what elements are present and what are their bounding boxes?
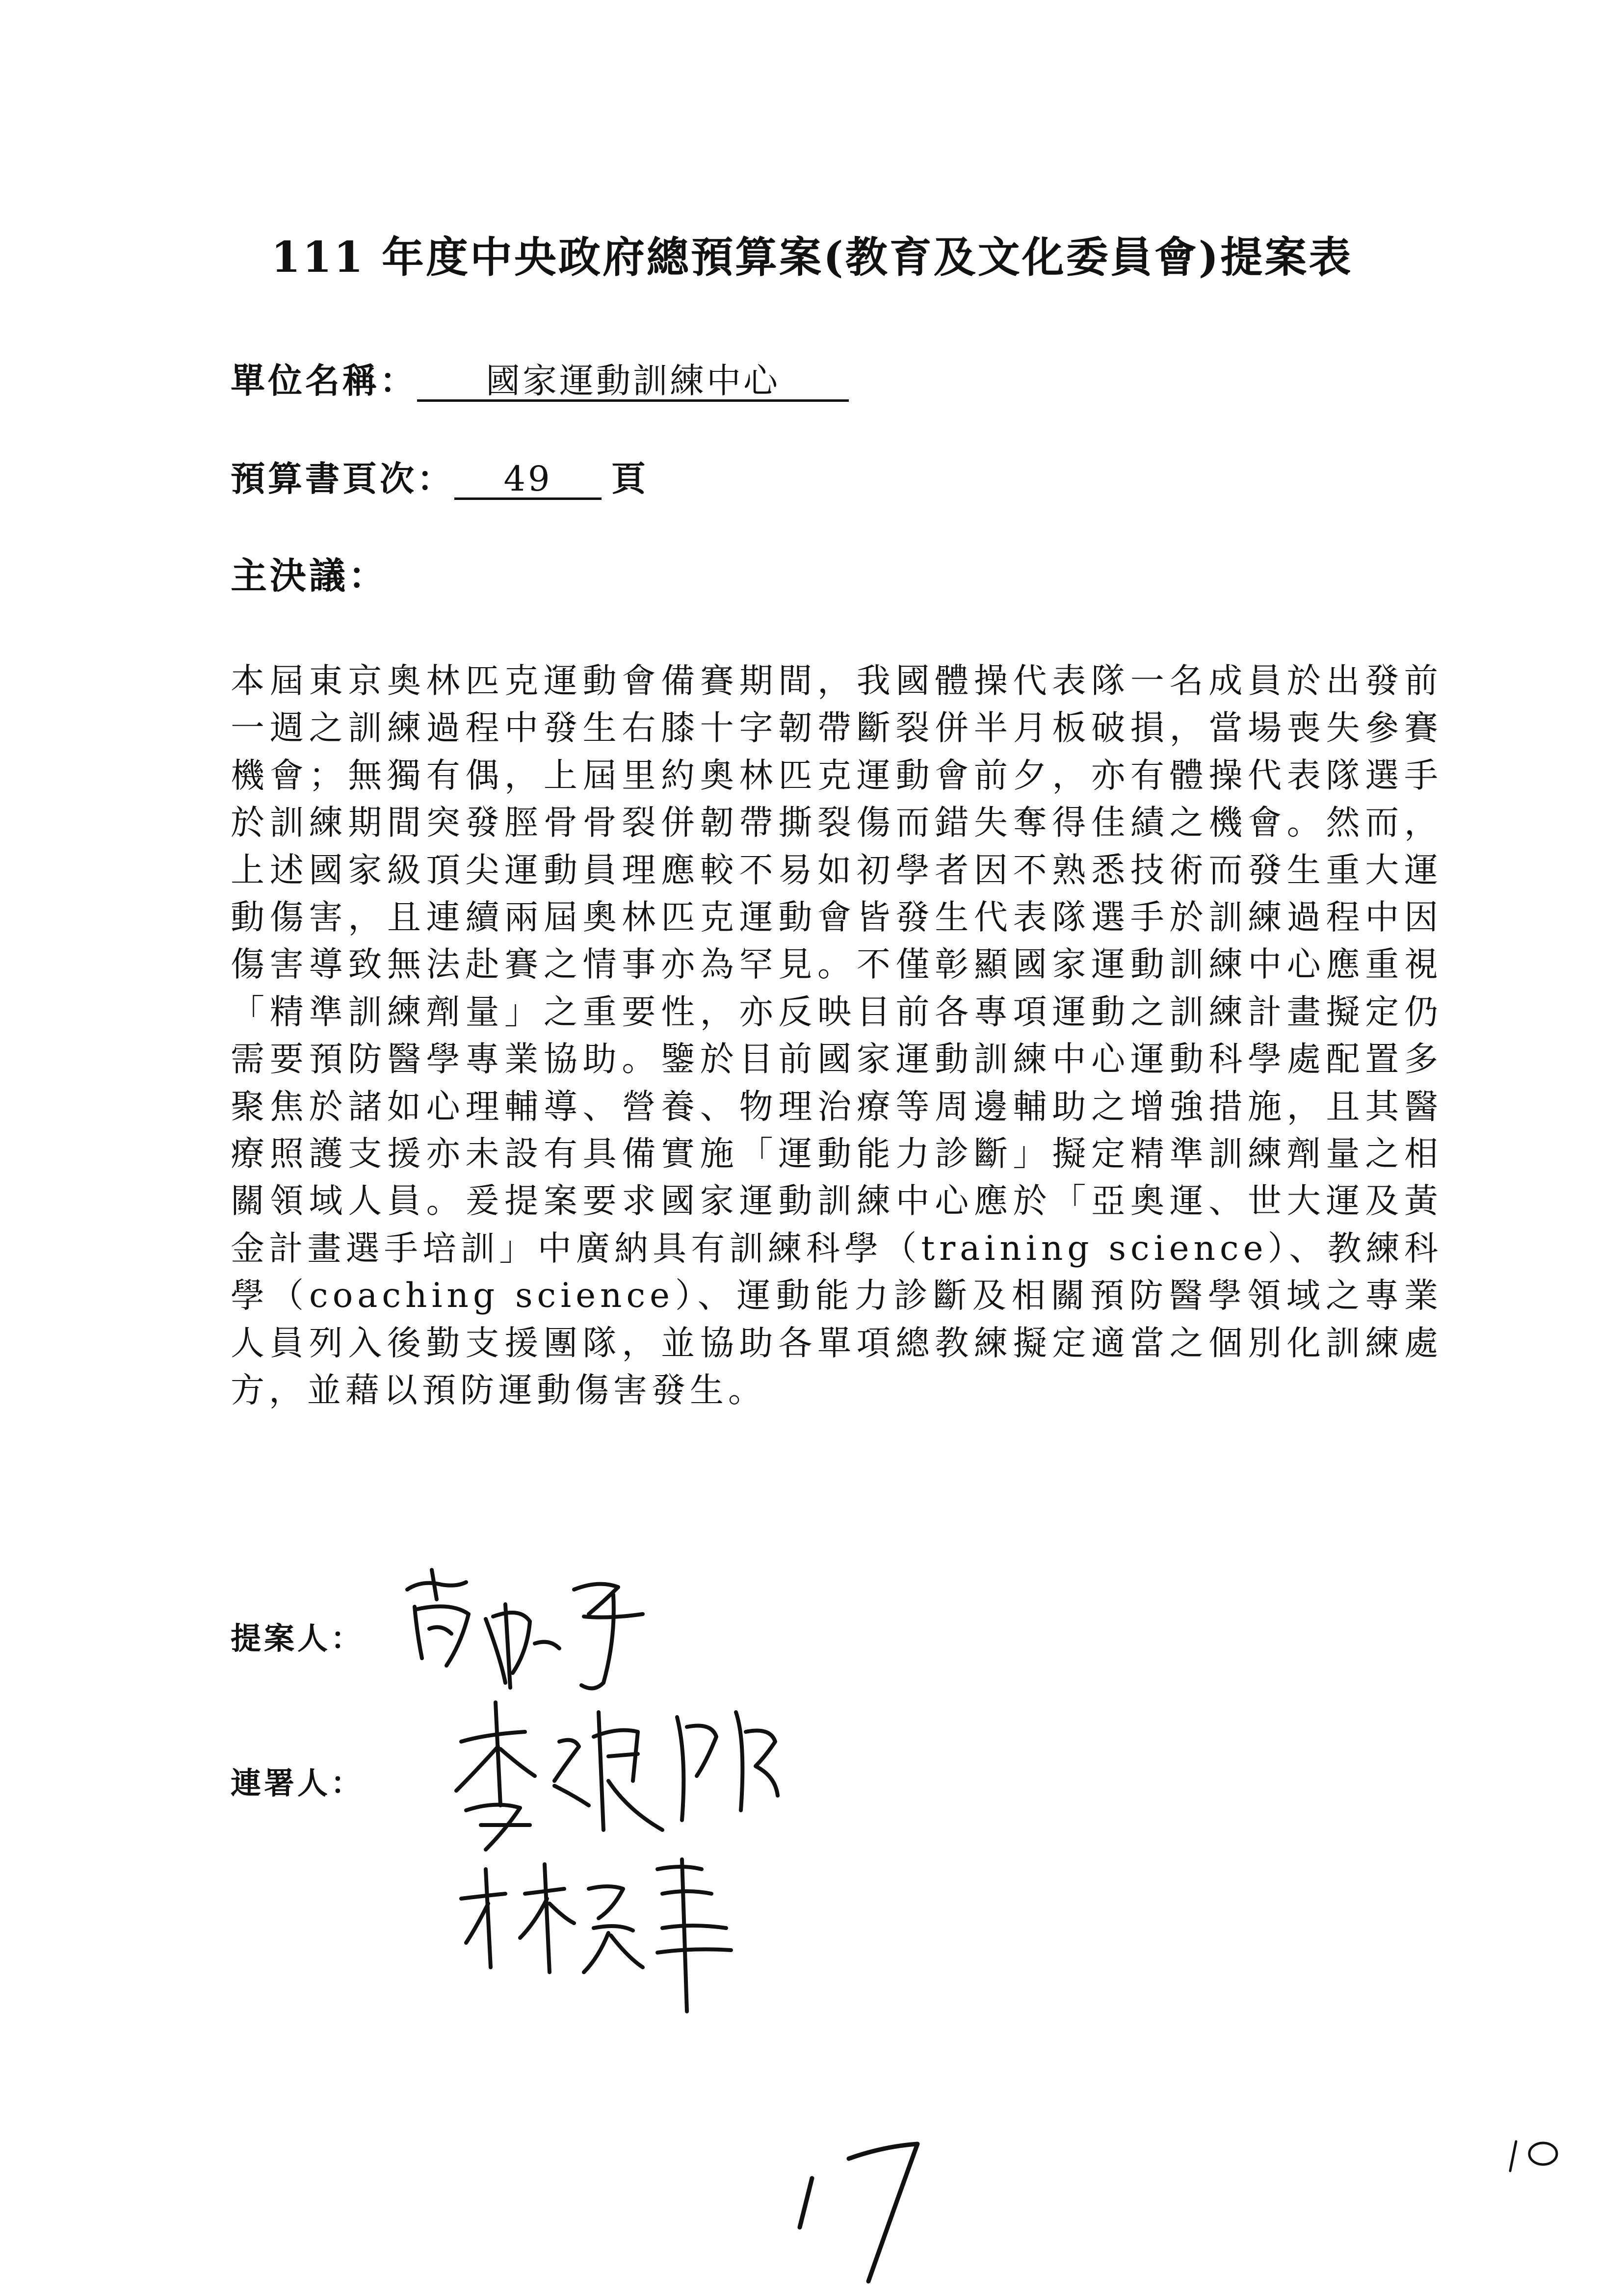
handwritten-sheet-number: [1501, 2129, 1570, 2188]
budget-page-value: 49: [454, 461, 602, 500]
cosigner-signature-2: [451, 1850, 756, 2016]
document-title: 111 年度中央政府總預算案(教育及文化委員會)提案表: [271, 233, 1353, 282]
proposer-signature: [388, 1560, 692, 1702]
cosigner-label: 連署人：: [231, 1765, 365, 1801]
budget-page-suffix: 頁: [611, 458, 646, 499]
unit-name-label: 單位名稱：: [231, 360, 417, 401]
budget-page-label: 預算書頁次：: [231, 458, 454, 499]
unit-name-value: 國家運動訓練中心: [417, 363, 849, 402]
proposer-label: 提案人：: [231, 1620, 365, 1656]
resolution-body: 本屆東京奧林匹克運動會備賽期間，我國體操代表隊一名成員於出發前一週之訓練過程中發生右膝十字韌帶斷裂併半月板破損，當場喪失參賽機會；無獨有偶，上屆里約奧林匹克運動會前夕，亦有體操代表隊選手於訓練期間突發脛骨骨裂併韌帶撕裂傷而錯失奪得佳績之機會。然而，上述國家級頂尖運動員理應較不易如初學者因不熟悉技術而發生重大運動傷害，且連續兩屆奧林匹克運動會皆發生代表隊選手於訓練過程中因傷害導致無法赴賽之情事亦為罕見。不僅彰顯國家運動訓練中心應重視「精準訓練劑量」之重要性，亦反映目前各專項運動之訓練計畫擬定仍需要預防醫學專業協助。鑒於目前國家運動訓練中心運動科學處配置多聚焦於諸如心理輔導、營養、物理治療等周邊輔助之增強措施，且其醫療照護支援亦未設有具備實施「運動能力診斷」擬定精準訓練劑量之相關領域人員。爰提案要求國家運動訓練中心應於「亞奧運、世大運及黃金計畫選手培訓」中廣納具有訓練科學（training science）、教練科學（coaching science）、運動能力診斷及相關預防醫學領域之專業人員列入後勤支援團隊，並協助各單項總教練擬定適當之個別化訓練處方，並藉以預防運動傷害發生。: [231, 661, 1442, 1410]
handwritten-page-mark: [785, 2124, 947, 2291]
resolution-heading: 主決議：: [231, 555, 388, 597]
budget-page-row: [231, 451, 646, 501]
unit-name-row: [231, 353, 849, 403]
